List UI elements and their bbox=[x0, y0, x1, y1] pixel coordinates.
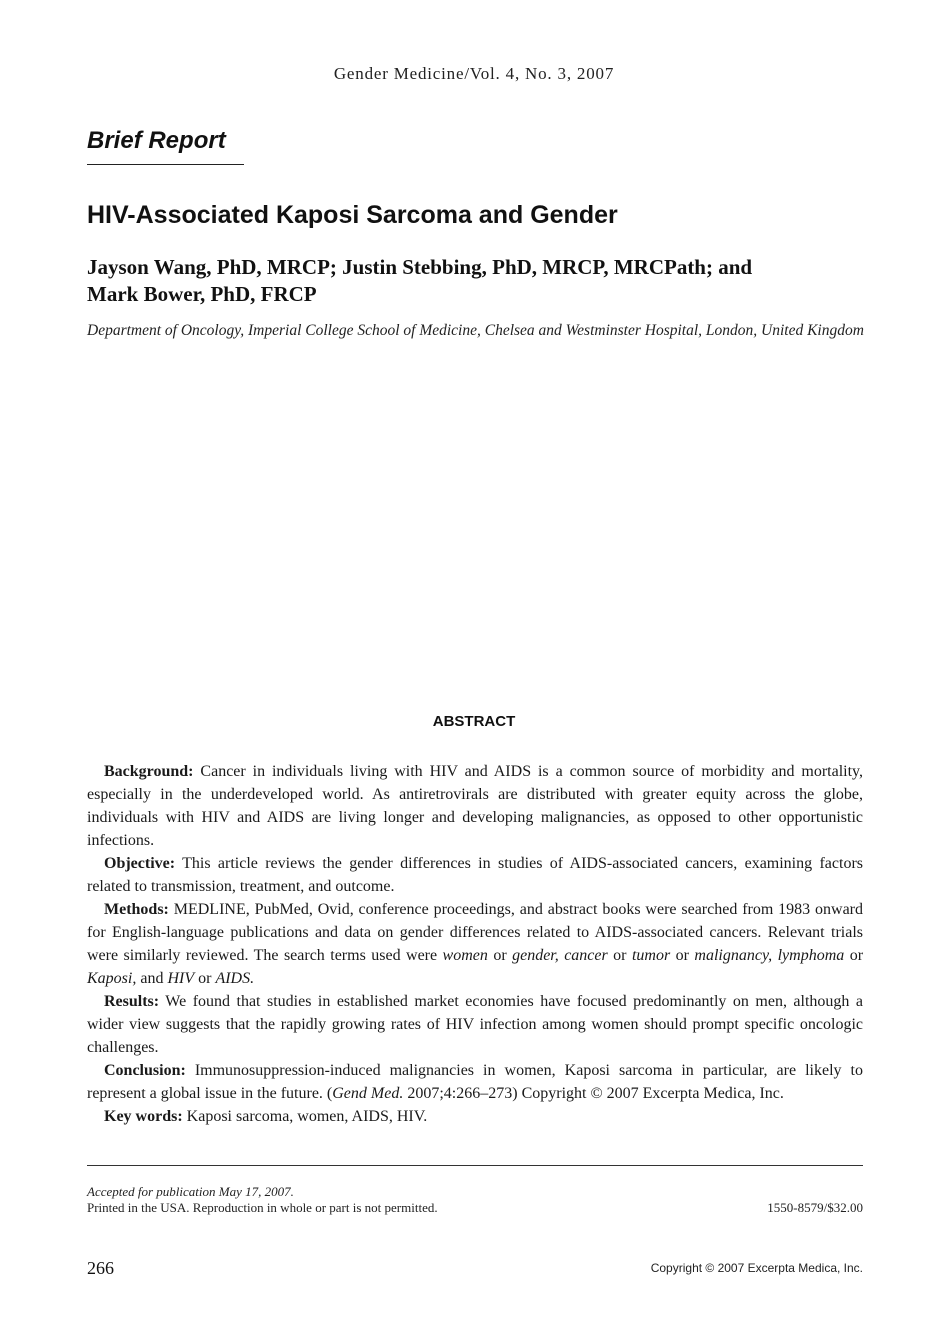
article-title: HIV-Associated Kaposi Sarcoma and Gender bbox=[87, 201, 618, 229]
conjunction: or bbox=[670, 947, 695, 964]
abstract-conclusion bbox=[87, 1059, 863, 1105]
running-head: Gender Medicine/Vol. 4, No. 3, 2007 bbox=[333, 64, 615, 83]
footnote-divider bbox=[87, 1165, 863, 1166]
abstract-objective bbox=[87, 852, 863, 898]
abstract-body bbox=[87, 760, 863, 1128]
copyright-notice: Copyright © 2007 Excerpta Medica, Inc. bbox=[650, 1261, 863, 1275]
section-label: Brief Report bbox=[87, 127, 226, 154]
abstract-methods bbox=[87, 898, 863, 990]
authors-line-2: Mark Bower, PhD, FRCP bbox=[87, 282, 317, 306]
accepted-date: Accepted for publication May 17, 2007. bbox=[87, 1184, 294, 1199]
search-term: gender, cancer bbox=[512, 947, 608, 964]
search-term: Kaposi, bbox=[87, 970, 137, 987]
issn-price: 1550-8579/$32.00 bbox=[767, 1200, 863, 1215]
conjunction: or bbox=[844, 947, 864, 964]
objective-label: Objective: bbox=[104, 855, 176, 872]
abstract-heading: ABSTRACT bbox=[432, 713, 516, 730]
conjunction: or bbox=[607, 947, 632, 964]
conclusion-citation: 2007;4:266–273) Copyright © 2007 Excerpta Medica, Inc. bbox=[403, 1085, 784, 1102]
objective-text: This article reviews the gender differences in studies of AIDS-associated cancers, examining factors related to transmission, treatment, and outcome. bbox=[87, 855, 863, 895]
abstract-results bbox=[87, 990, 863, 1059]
keywords-label: Key words: bbox=[104, 1108, 183, 1125]
methods-label: Methods: bbox=[104, 901, 169, 918]
results-text: We found that studies in established market economies have focused predominantly on men, although a wider view suggests that the rapidly growing rates of HIV infection among women should prompt specific oncologic challenges. bbox=[87, 993, 863, 1056]
citation-journal: Gend Med. bbox=[332, 1085, 404, 1102]
page-number: 266 bbox=[87, 1258, 114, 1278]
printing-notice: Printed in the USA. Reproduction in whole or part is not permitted. bbox=[87, 1200, 438, 1215]
keywords-text: Kaposi sarcoma, women, AIDS, HIV. bbox=[182, 1108, 428, 1125]
abstract-keywords bbox=[87, 1105, 863, 1128]
authors-line-1: Jayson Wang, PhD, MRCP; Justin Stebbing, PhD, MRCP, MRCPath; and bbox=[87, 255, 753, 279]
search-term: HIV bbox=[167, 970, 195, 987]
author-affiliation: Department of Oncology, Imperial College School of Medicine, Chelsea and Westminster Hospital, London, United Kingdom bbox=[87, 322, 864, 339]
results-label: Results: bbox=[104, 993, 160, 1010]
conjunction: and bbox=[136, 970, 168, 987]
abstract-background bbox=[87, 760, 863, 852]
search-term: AIDS. bbox=[215, 970, 255, 987]
background-text: Cancer in individuals living with HIV and AIDS is a common source of morbidity and mortality, especially in the underdeveloped world. As antiretrovirals are distributed with greater equity across the globe, individuals with HIV and AIDS are living longer and developing malignancies, as opposed to other opportunistic infections. bbox=[87, 763, 863, 849]
methods-text: MEDLINE, PubMed, Ovid, conference proceedings, and abstract books were searched from 1983 onward for English-language publications and data on gender differences related to AIDS-associated cancers. Relevant trials were similarly reviewed. The search terms used were bbox=[87, 901, 863, 964]
search-term: malignancy, lymphoma bbox=[694, 947, 845, 964]
search-term: tumor bbox=[631, 947, 671, 964]
conclusion-label: Conclusion: bbox=[104, 1062, 186, 1079]
author-list bbox=[87, 254, 867, 308]
background-label: Background: bbox=[104, 763, 194, 780]
search-term: women bbox=[442, 947, 488, 964]
section-underline bbox=[87, 164, 244, 165]
conclusion-text: Immunosuppression-induced malignancies in women, Kaposi sarcoma in particular, are likely to represent a global issue in the future. ( bbox=[87, 1062, 863, 1102]
conjunction: or bbox=[487, 947, 513, 964]
conjunction: or bbox=[194, 970, 216, 987]
